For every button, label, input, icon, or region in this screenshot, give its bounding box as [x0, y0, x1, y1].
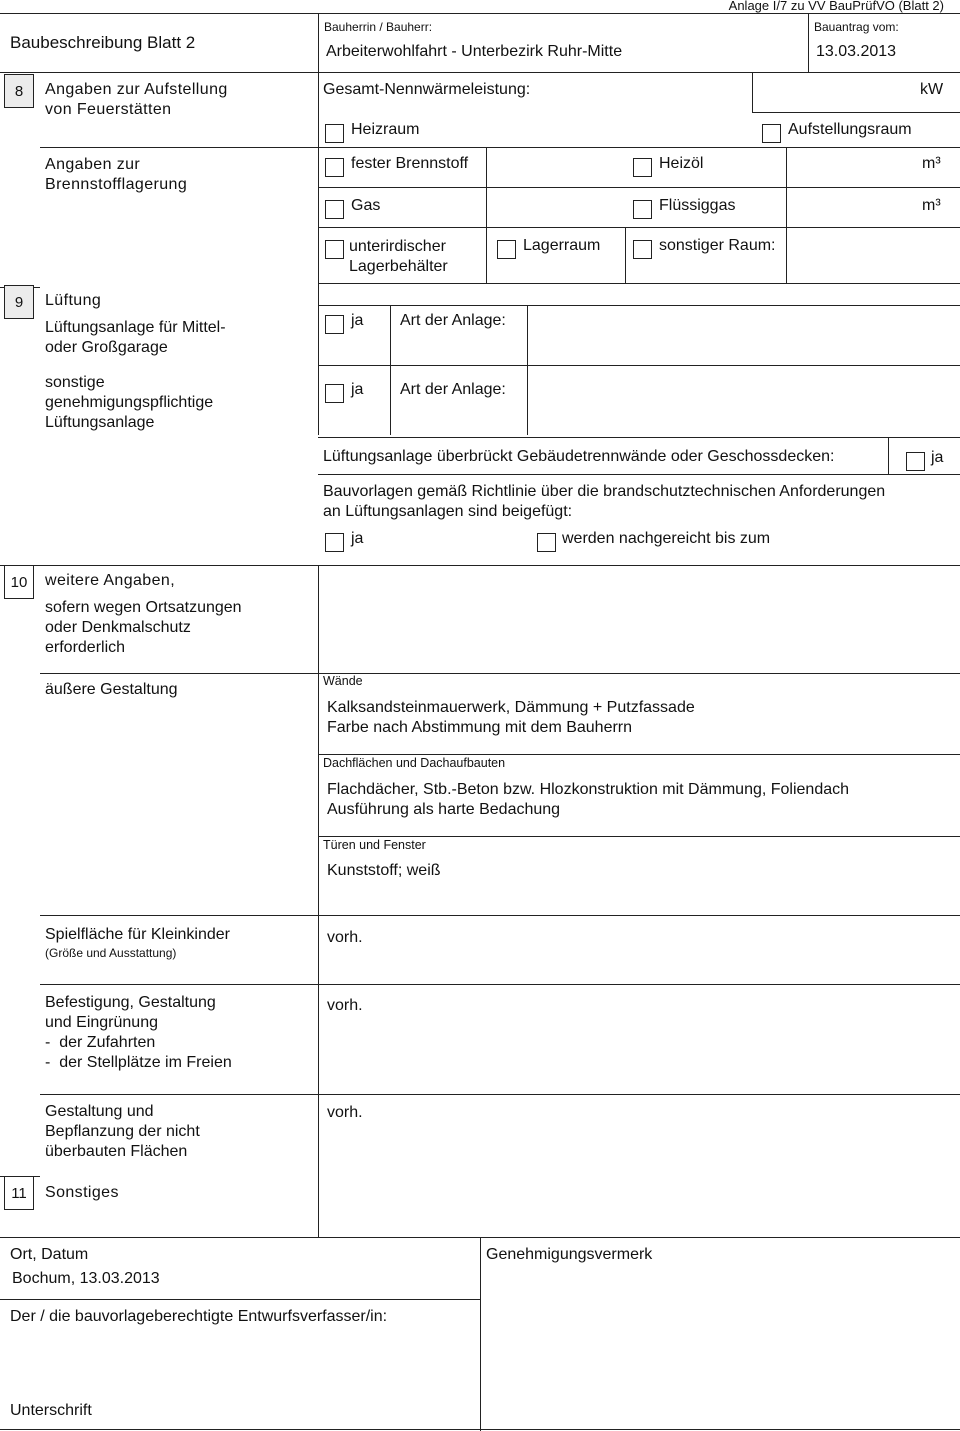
rule	[0, 565, 960, 566]
fire-safety-docs-label: Bauvorlagen gemäß Richtlinie über die brandschutztechnischen Anforderungen an Lüftungsanlagen sind beigefügt:	[323, 483, 886, 520]
doors-windows-label: Türen und Fenster	[323, 838, 426, 852]
walls-value[interactable]: Kalksandsteinmauerwerk, Dämmung + Putzfassade Farbe nach Abstimmung mit dem Bauherrn	[327, 699, 695, 736]
garage-ventilation-checkbox[interactable]	[325, 315, 344, 334]
paving-label: Befestigung, Gestaltung und Eingrünung - der Zufahrten - der Stellplätze im Freien	[45, 994, 232, 1071]
rule	[527, 305, 528, 365]
place-date-value[interactable]: Bochum, 13.03.2013	[12, 1270, 160, 1287]
rule	[786, 187, 787, 227]
rule	[318, 754, 960, 755]
planting-value[interactable]: vorh.	[327, 1104, 363, 1121]
docs-later-checkbox[interactable]	[537, 533, 556, 552]
rule	[0, 72, 960, 73]
rule	[888, 437, 889, 474]
playground-label: Spielfläche für Kleinkinder	[45, 926, 230, 943]
section-8-title: Angaben zur Aufstellung von Feuerstätten	[45, 81, 228, 118]
rule	[318, 365, 960, 366]
rule	[786, 227, 787, 283]
paving-value[interactable]: vorh.	[327, 997, 363, 1014]
playground-value[interactable]: vorh.	[327, 929, 363, 946]
rule	[40, 1094, 960, 1095]
other-ventilation-checkbox[interactable]	[325, 384, 344, 403]
rule	[318, 227, 960, 228]
rule	[625, 227, 626, 283]
rule	[40, 915, 960, 916]
heizraum-checkbox[interactable]	[325, 124, 344, 143]
aufstellungsraum-label: Aufstellungsraum	[788, 121, 912, 138]
approval-label: Genehmigungsvermerk	[486, 1246, 653, 1263]
rule	[318, 283, 960, 284]
output-label: Gesamt-Nennwärmeleistung:	[323, 81, 531, 98]
rule	[808, 13, 809, 72]
rule	[40, 673, 960, 674]
rule	[40, 147, 960, 148]
garage-ventilation-label: Lüftungsanlage für Mittel- oder Großgarage	[45, 319, 226, 356]
fuel-storage-title: Angaben zur Brennstofflagerung	[45, 156, 188, 193]
place-date-label: Ort, Datum	[10, 1246, 89, 1263]
section-11-title: Sonstiges	[45, 1184, 119, 1201]
client-value[interactable]: Arbeiterwohlfahrt - Unterbezirk Ruhr-Mitte	[326, 43, 623, 60]
section-number-9: 9	[4, 285, 34, 319]
rule	[318, 287, 319, 435]
roof-label: Dachflächen und Dachaufbauten	[323, 756, 506, 770]
section-10-subtitle: sofern wegen Ortsatzungen oder Denkmalschutz erforderlich	[45, 599, 242, 656]
rule	[318, 915, 319, 984]
solid-fuel-label: fester Brennstoff	[351, 155, 469, 172]
annex-reference: Anlage I/7 zu VV BauPrüfVO (Blatt 2)	[728, 0, 944, 13]
rule	[318, 565, 319, 915]
rule	[486, 227, 487, 283]
rule	[0, 13, 960, 14]
heating-oil-checkbox[interactable]	[633, 158, 652, 177]
playground-sublabel: (Größe und Ausstattung)	[45, 946, 177, 960]
garage-ja-label: ja	[351, 312, 364, 329]
other-type-label: Art der Anlage:	[400, 381, 506, 398]
bridging-checkbox[interactable]	[906, 452, 925, 471]
rule	[318, 1094, 319, 1237]
bridging-ja-label: ja	[931, 449, 944, 466]
rule	[752, 112, 960, 113]
storage-room-label: Lagerraum	[523, 237, 601, 254]
rule	[390, 305, 391, 365]
signature-label: Unterschrift	[10, 1402, 92, 1419]
rule	[318, 72, 319, 287]
rule	[486, 147, 487, 187]
author-label: Der / die bauvorlageberechtigte Entwurfsverfasser/in:	[10, 1308, 388, 1325]
docs-later-label: werden nachgereicht bis zum	[562, 530, 771, 547]
underground-tank-label: unterirdischer Lagerbehälter	[349, 238, 448, 275]
walls-label: Wände	[323, 674, 363, 688]
rule	[318, 13, 319, 72]
gas-checkbox[interactable]	[325, 200, 344, 219]
client-label: Bauherrin / Bauherr:	[324, 20, 433, 34]
roof-value[interactable]: Flachdächer, Stb.-Beton bzw. Hlozkonstruktion mit Dämmung, Foliendach Ausführung als harte Bedachung	[327, 781, 850, 818]
rule	[0, 1299, 480, 1300]
rule	[786, 147, 787, 187]
section-9-title: Lüftung	[45, 292, 102, 309]
rule	[527, 365, 528, 435]
heizraum-label: Heizraum	[351, 121, 420, 138]
lpg-checkbox[interactable]	[633, 200, 652, 219]
other-ventilation-label: sonstige genehmigungspflichtige Lüftungsanlage	[45, 374, 214, 431]
application-date-value[interactable]: 13.03.2013	[816, 43, 897, 60]
section-number-10: 10	[4, 565, 34, 599]
rule	[318, 984, 319, 1094]
other-room-label: sonstiger Raum:	[659, 237, 776, 254]
rule	[0, 1429, 960, 1430]
bridging-question: Lüftungsanlage überbrückt Gebäudetrennwände oder Geschossdecken:	[323, 448, 835, 465]
heating-oil-label: Heizöl	[659, 155, 704, 172]
other-room-checkbox[interactable]	[633, 240, 652, 259]
doors-windows-value[interactable]: Kunststoff; weiß	[327, 862, 441, 879]
aufstellungsraum-checkbox[interactable]	[762, 124, 781, 143]
other-ja-label: ja	[351, 381, 364, 398]
rule	[486, 187, 487, 227]
lpg-unit: m³	[922, 197, 941, 214]
rule	[480, 1237, 481, 1431]
heating-oil-unit: m³	[922, 155, 941, 172]
underground-tank-checkbox[interactable]	[325, 240, 344, 259]
docs-attached-checkbox[interactable]	[325, 533, 344, 552]
appearance-label: äußere Gestaltung	[45, 681, 178, 698]
rule	[40, 984, 960, 985]
rule	[390, 365, 391, 435]
rule	[752, 72, 753, 112]
rule	[318, 305, 960, 306]
section-10-title: weitere Angaben,	[45, 572, 176, 589]
section-number-11: 11	[4, 1176, 34, 1210]
storage-room-checkbox[interactable]	[497, 240, 516, 259]
gas-label: Gas	[351, 197, 381, 214]
section-number-8: 8	[4, 74, 34, 108]
application-date-label: Bauantrag vom:	[814, 20, 899, 34]
rule	[318, 474, 960, 475]
docs-attached-ja-label: ja	[351, 530, 364, 547]
planting-label: Gestaltung und Bepflanzung der nicht überbauten Flächen	[45, 1103, 200, 1160]
sheet-title: Baubeschreibung Blatt 2	[10, 33, 196, 52]
rule	[318, 836, 960, 837]
output-unit: kW	[920, 81, 944, 98]
rule	[318, 187, 960, 188]
rule	[318, 437, 960, 438]
solid-fuel-checkbox[interactable]	[325, 158, 344, 177]
garage-type-label: Art der Anlage:	[400, 312, 506, 329]
lpg-label: Flüssiggas	[659, 197, 736, 214]
